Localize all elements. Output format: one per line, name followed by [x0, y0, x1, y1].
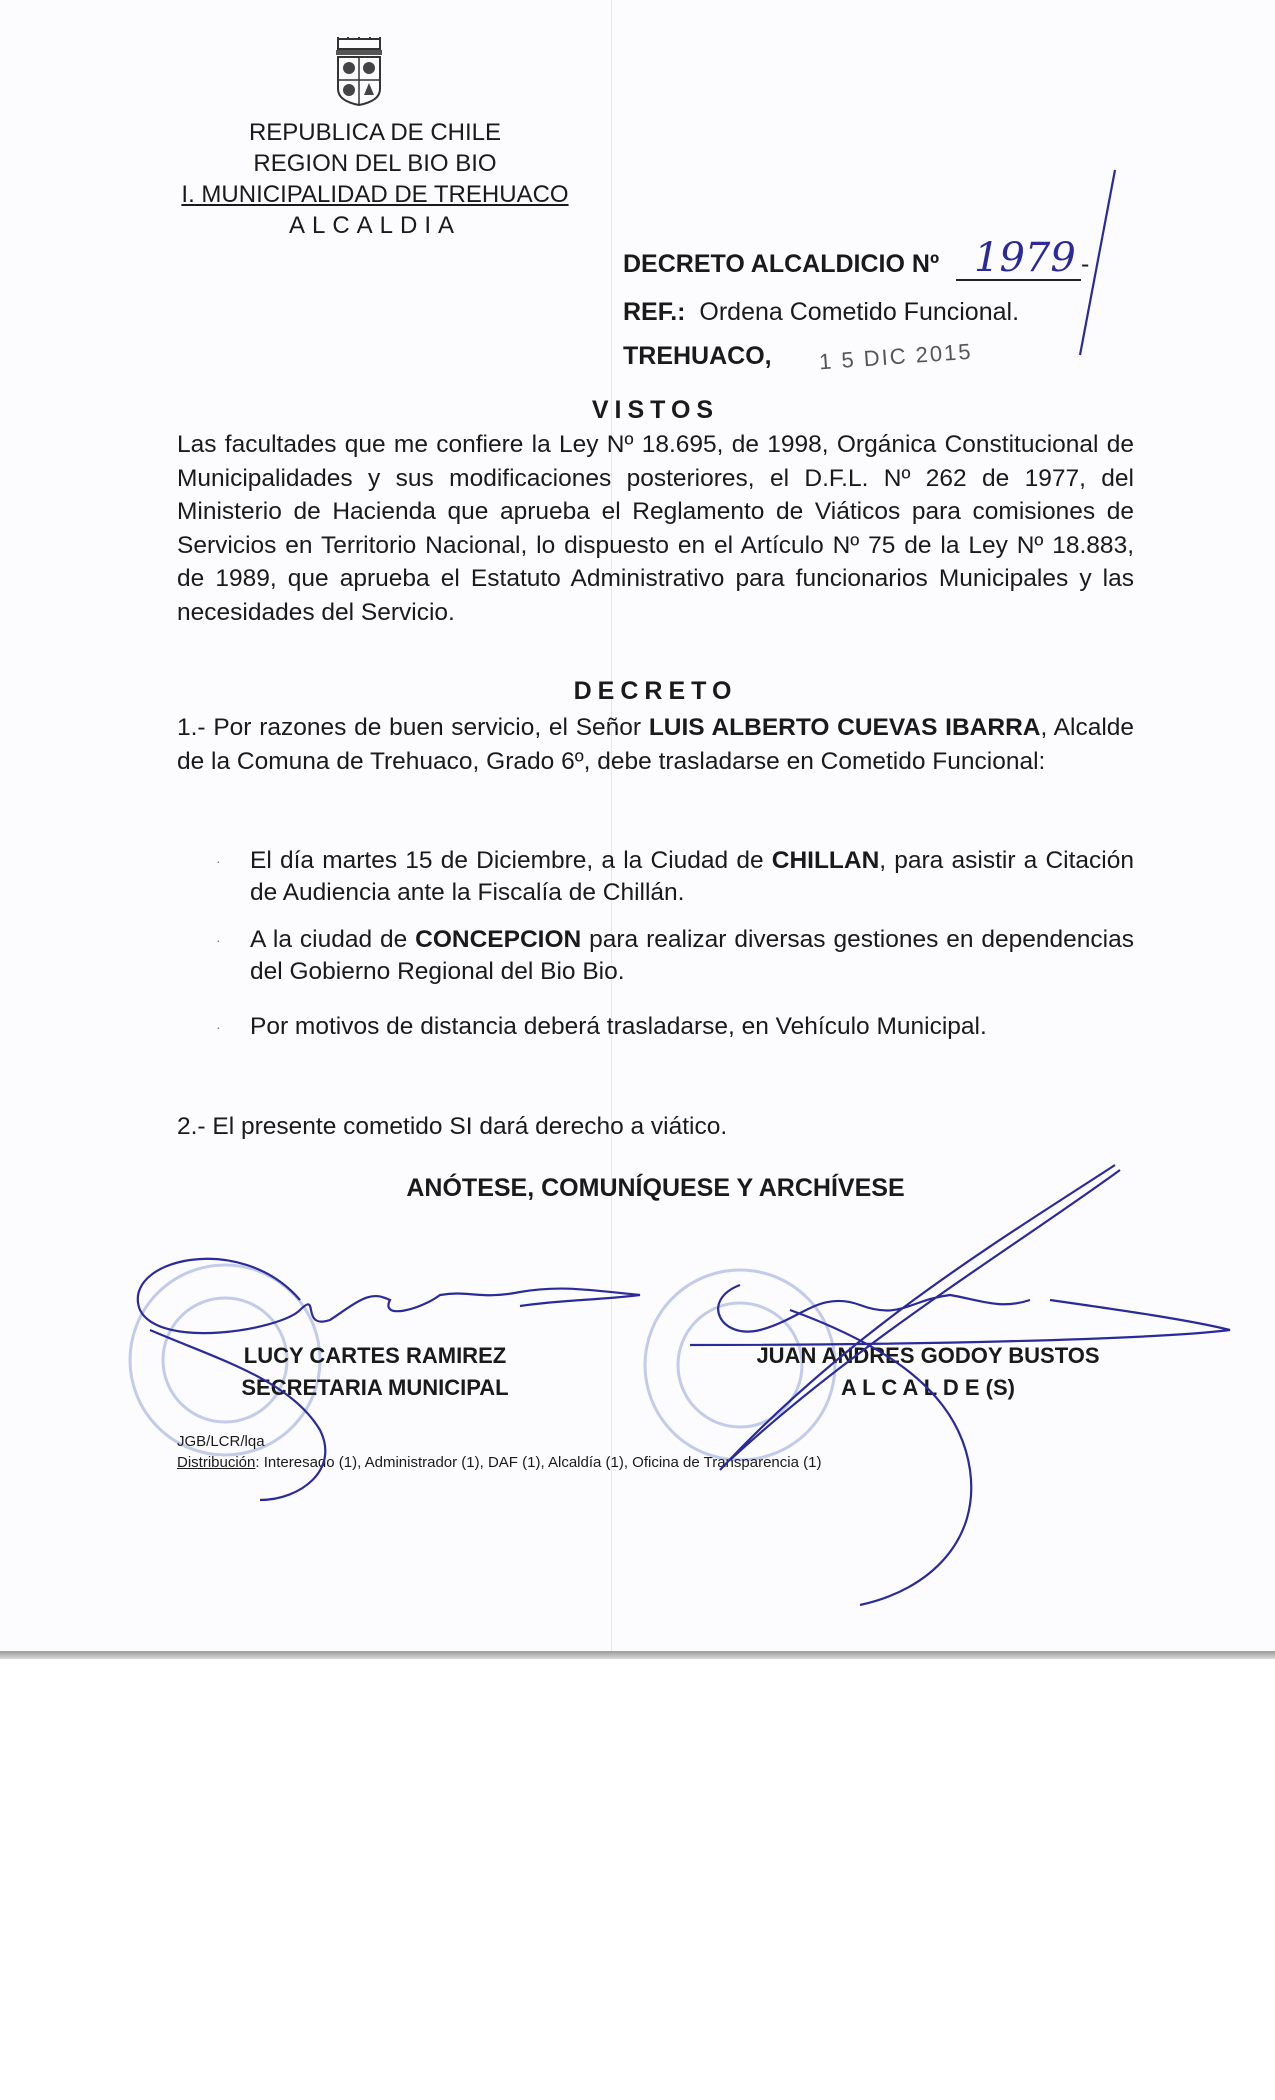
bullet-item	[250, 845, 1134, 909]
decreto-title: DECRETO	[573, 677, 738, 705]
municipality: I. MUNICIPALIDAD DE TREHUACO	[181, 181, 569, 208]
place-date-line	[623, 338, 973, 375]
ref-text: Ordena Cometido Funcional.	[699, 298, 1020, 326]
item1-text: 1.- Por razones de buen servicio, el Señor	[177, 714, 649, 741]
ref-label: REF.:	[623, 298, 686, 326]
bullet-bold: CONCEPCION	[415, 926, 582, 953]
vistos-title: VISTOS	[591, 396, 720, 424]
official-name: LUIS ALBERTO CUEVAS IBARRA	[648, 714, 1041, 741]
bullet-text: A la ciudad de	[250, 926, 416, 953]
letterhead	[175, 117, 575, 241]
bullet-text: El día martes 15 de Diciembre, a la Ciudad de	[250, 847, 772, 874]
bullet-bold: CHILLAN	[771, 847, 880, 874]
distribution-label: Distribución	[177, 1454, 256, 1471]
bullet-text-end: , para asistir a Citación de Audiencia ante la Fiscalía de Chillán.	[250, 847, 1134, 906]
bullet-text: Por motivos de distancia deberá trasladarse, en Vehículo Municipal.	[250, 1013, 987, 1040]
signer-name: LUCY CARTES RAMIREZ	[243, 1343, 507, 1368]
vistos-text: Las facultades que me confiere la Ley Nº 18.695, de 1998, Orgánica Constitucional de Municipalidades y sus modificaciones posteriores, el D.F.L. Nº 262 de 1977, del Ministerio de Hacienda que aprueba el Reglamento de Viáticos para comisiones de Servicios en Territorio Nacional, lo dispuesto en el Artículo Nº 75 de la Ley Nº 18.883, de 1989, que aprueba el Estatuto Administrativo para funcionarios Municipales y las necesidades del Servicio.	[177, 431, 1134, 626]
decree-label: DECRETO ALCALDICIO Nº	[623, 250, 940, 278]
item1-text-end: , Alcalde de la Comuna de Trehuaco, Grado 6º, debe trasladarse en Cometido Funcional:	[177, 714, 1135, 775]
reference-line	[623, 298, 1019, 327]
signature-block-left	[175, 1340, 575, 1404]
page-edge	[0, 1651, 1275, 1659]
bullet-item	[250, 1011, 1134, 1043]
bullet-text-end: para realizar diversas gestiones en dependencias del Gobierno Regional del Bio Bio.	[250, 926, 1134, 985]
signer-name: JUAN ANDRES GODOY BUSTOS	[756, 1343, 1100, 1368]
bullet-item	[250, 924, 1134, 988]
region: REGION DEL BIO BIO	[253, 150, 497, 177]
signature-block-right	[728, 1340, 1128, 1404]
initials: JGB/LCR/lqa	[177, 1433, 265, 1450]
fold-line	[611, 0, 612, 1651]
coat-of-arms-icon	[328, 37, 390, 107]
signer-title: SECRETARIA MUNICIPAL	[241, 1375, 509, 1400]
decreto-item-2: 2.- El presente cometido SI dará derecho a viático.	[177, 1113, 728, 1140]
office: ALCALDIA	[288, 212, 462, 239]
distribution-list: : Interesado (1), Administrador (1), DAF (1), Alcaldía (1), Oficina de Transparencia (1)	[255, 1454, 822, 1471]
decreto-item-1	[177, 711, 1134, 778]
date-stamp: 1 5 DIC 2015	[817, 338, 973, 375]
signer-title: A L C A L D E (S)	[841, 1375, 1015, 1400]
distribution	[177, 1454, 821, 1471]
place: TREHUACO,	[623, 342, 772, 370]
decree-number-handwritten: 1979	[974, 235, 1076, 281]
country: REPUBLICA DE CHILE	[248, 119, 502, 146]
decree-number-line: DECRETO ALCALDICIO Nº 1979 -	[623, 235, 1090, 281]
closing-formula: ANÓTESE, COMUNÍQUESE Y ARCHÍVESE	[406, 1174, 905, 1202]
